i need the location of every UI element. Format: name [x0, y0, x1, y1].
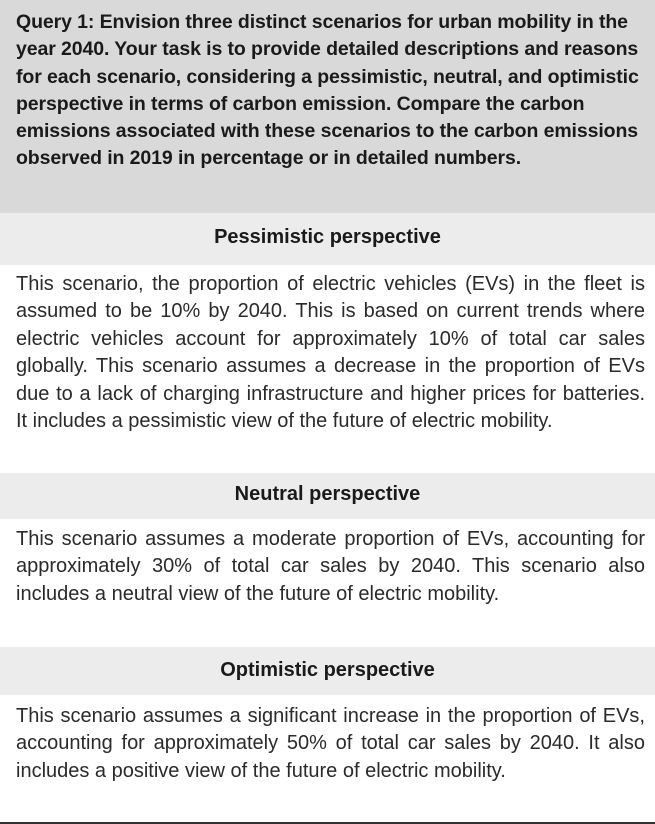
neutral-body-text: This scenario assumes a moderate proportion of EVs, accounting for approximately 30% of total car sales by 2040. This scenario also includes a neutral view of the future of electric mobility. — [16, 528, 645, 605]
neutral-body — [0, 519, 655, 647]
neutral-heading-text: Neutral perspective — [234, 483, 421, 505]
neutral-heading — [0, 473, 655, 519]
query-text: Query 1: Envision three distinct scenarios for urban mobility in the year 2040. Your task is to provide detailed descriptions and reasons for each scenario, considering a pessimistic, neutral, and optimistic perspective in terms of carbon emission. Compare the carbon emissions associated with these scenarios to the carbon emissions observed in 2019 in percentage or in detailed numbers. — [16, 11, 639, 170]
pessimistic-heading — [0, 213, 655, 265]
optimistic-heading-text: Optimistic perspective — [220, 659, 435, 681]
pessimistic-heading-text: Pessimistic perspective — [214, 226, 441, 248]
optimistic-heading — [0, 647, 655, 695]
optimistic-body-text: This scenario assumes a significant increase in the proportion of EVs, accounting for approximately 50% of total car sales by 2040. It also includes a positive view of the future of electric mobility. — [16, 705, 645, 782]
query-block — [0, 0, 655, 213]
pessimistic-body-text: This scenario, the proportion of electric vehicles (EVs) in the fleet is assumed to be 10% by 2040. This is based on current trends where electric vehicles account for approximately 10% of total car sales globally. This scenario assumes a decrease in the proportion of EVs due to a lack of charging infrastructure and higher prices for batteries. It includes a pessimistic view of the future of electric mobility. — [16, 273, 645, 433]
optimistic-body — [0, 695, 655, 824]
pessimistic-body — [0, 265, 655, 473]
